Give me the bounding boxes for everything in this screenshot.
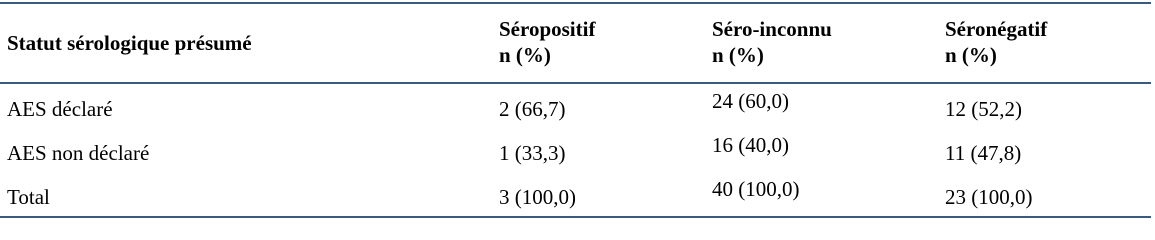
header-seropositif-line-1: Séropositif <box>499 17 596 41</box>
header-sero-inconnu-line-1: Séro-inconnu <box>712 17 832 41</box>
cell-seropositif: 1 (33,3) <box>499 141 566 165</box>
header-seronegatif <box>945 16 1047 68</box>
cell-sero-inconnu: 40 (100,0) <box>712 177 800 201</box>
header-statut-line-1: Statut sérologique présumé <box>7 31 252 55</box>
table-header-rule <box>0 82 1151 84</box>
header-seronegatif-line-2: n (%) <box>945 43 997 67</box>
cell-sero-inconnu: 16 (40,0) <box>712 133 789 157</box>
row-label: AES non déclaré <box>7 141 150 165</box>
header-seropositif <box>499 16 595 68</box>
table-bottom-rule <box>0 216 1151 218</box>
cell-seronegatif: 12 (52,2) <box>945 97 1022 121</box>
row-label: Total <box>7 185 50 209</box>
table-row-total <box>0 174 1151 218</box>
cell-seropositif: 3 (100,0) <box>499 185 576 209</box>
header-sero-inconnu-line-2: n (%) <box>712 43 764 67</box>
header-seronegatif-line-1: Séronégatif <box>945 17 1048 41</box>
row-label: AES déclaré <box>7 97 113 121</box>
cell-seronegatif: 23 (100,0) <box>945 185 1033 209</box>
table-row <box>0 86 1151 130</box>
table-top-rule <box>0 2 1151 4</box>
header-statut <box>7 30 252 56</box>
header-seropositif-line-2: n (%) <box>499 43 551 67</box>
cell-sero-inconnu: 24 (60,0) <box>712 89 789 113</box>
cell-seropositif: 2 (66,7) <box>499 97 566 121</box>
header-sero-inconnu <box>712 16 832 68</box>
cell-seronegatif: 11 (47,8) <box>945 141 1022 165</box>
table-row <box>0 130 1151 174</box>
